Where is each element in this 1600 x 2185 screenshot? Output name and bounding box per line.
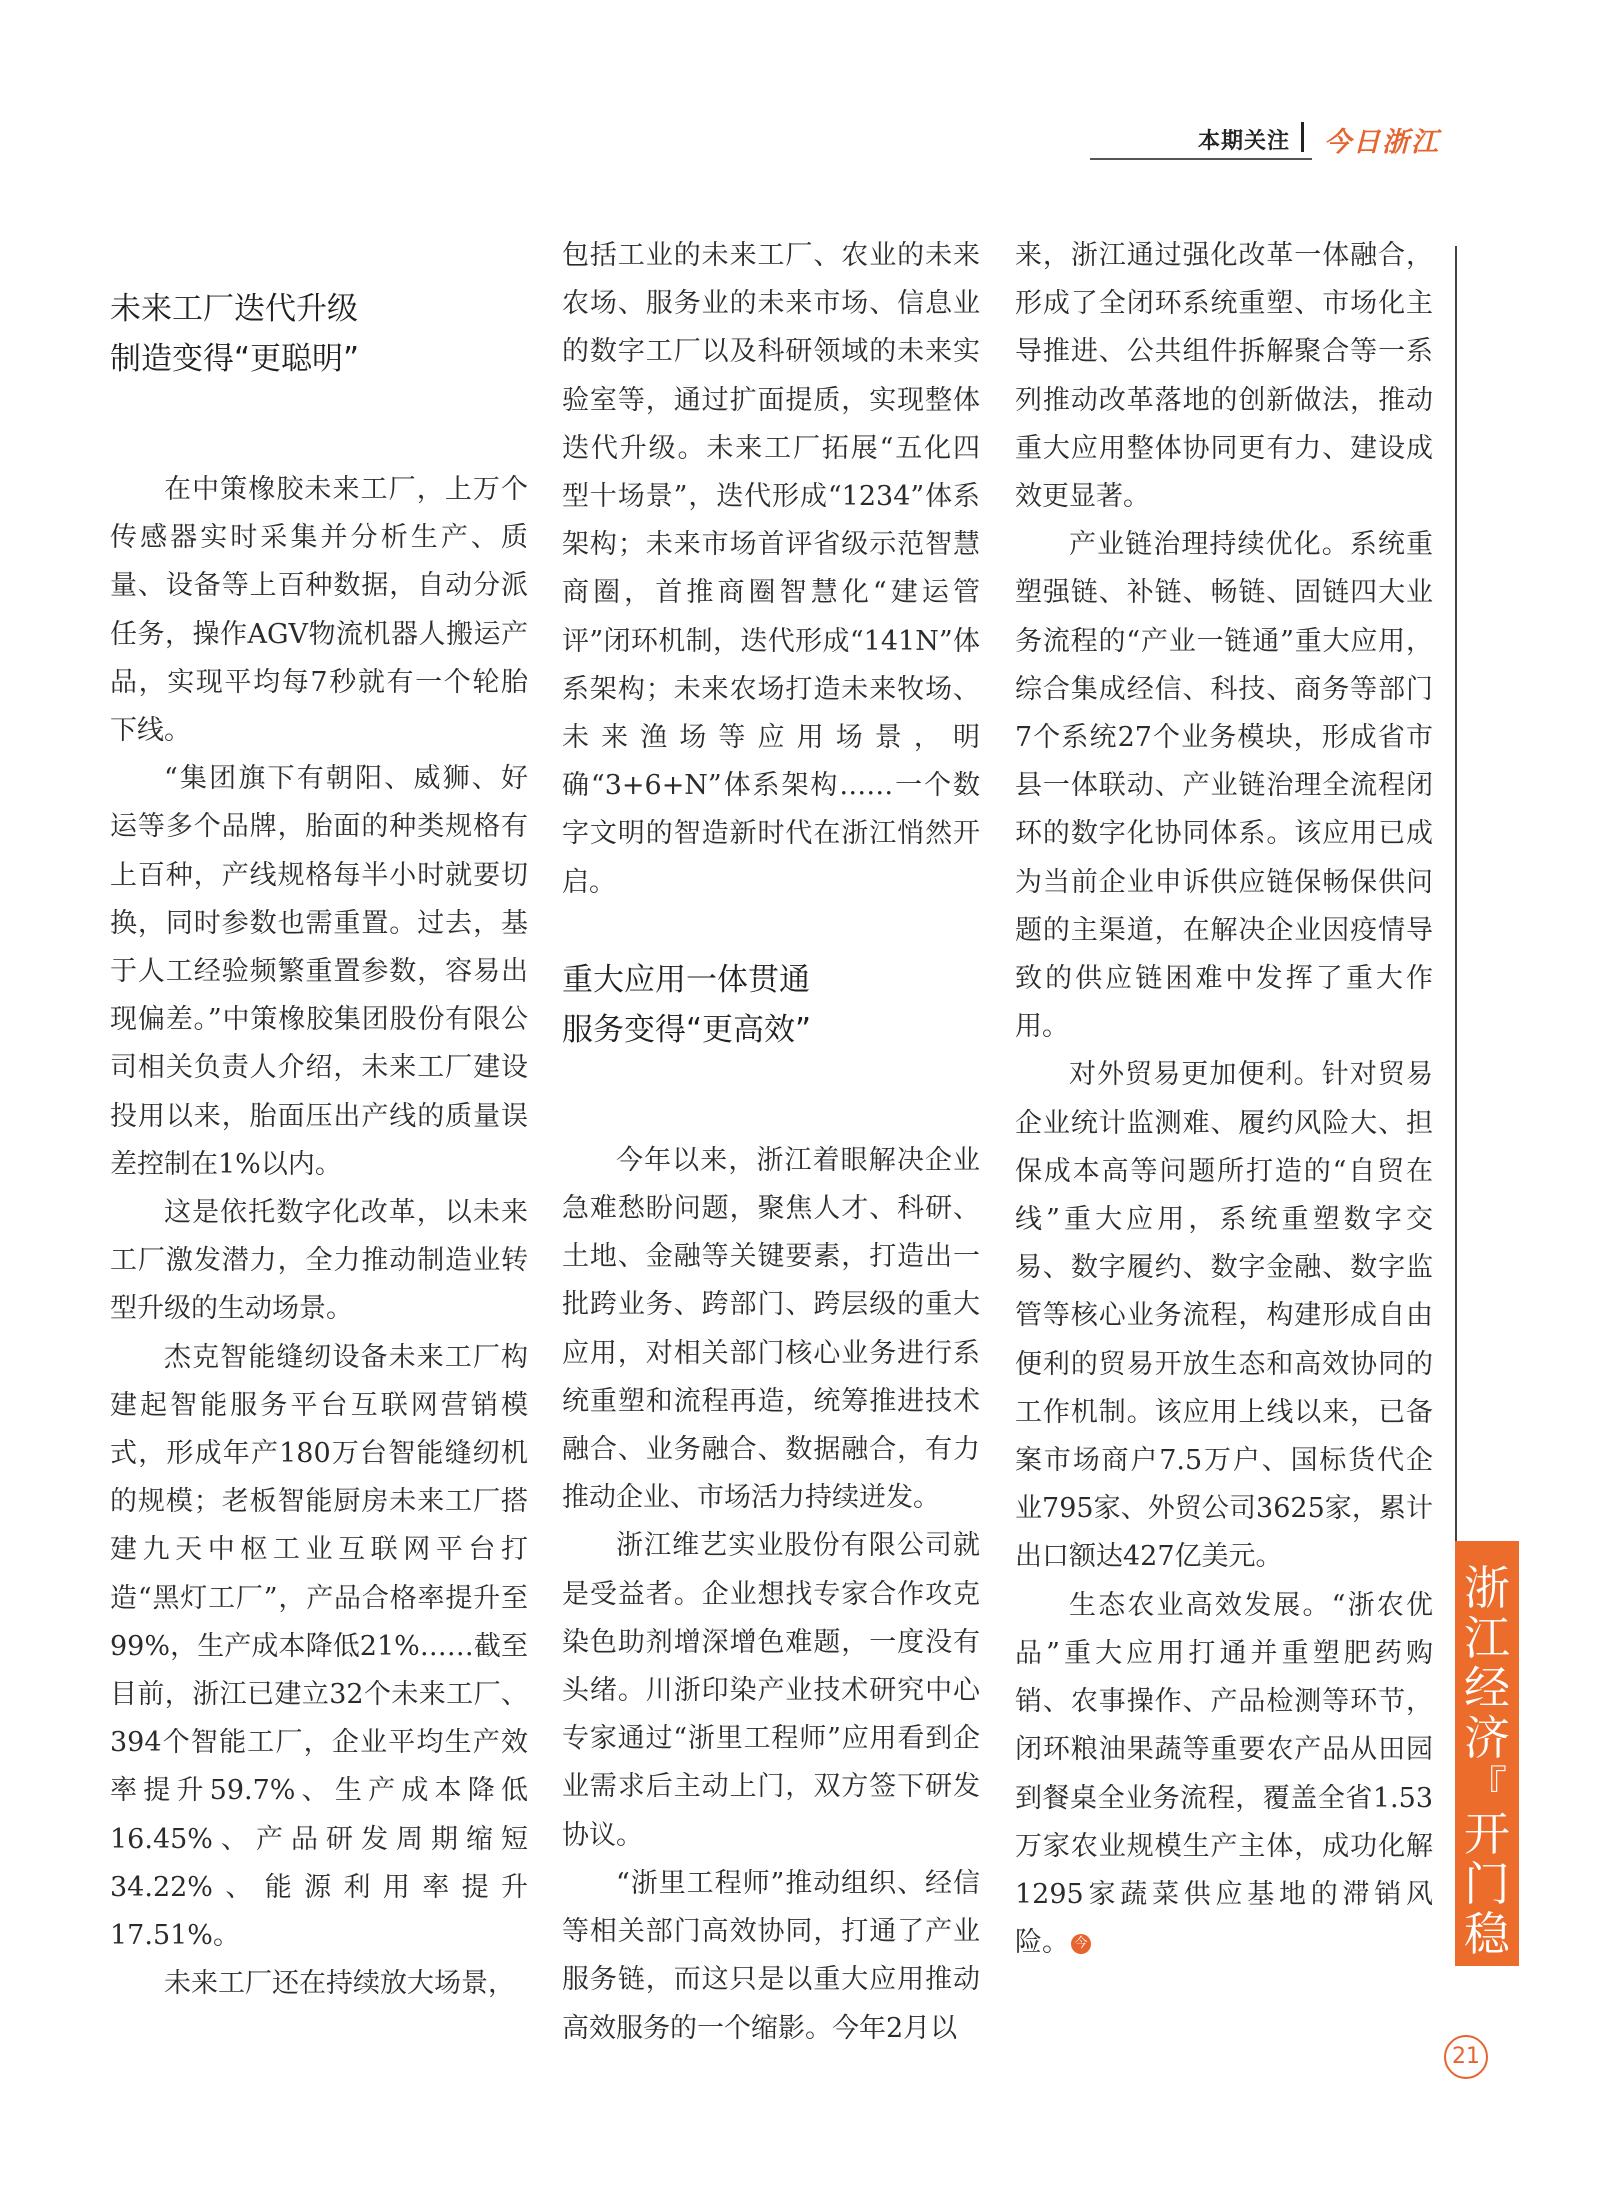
- tab-character: 经: [1464, 1661, 1510, 1715]
- tab-character: 』: [1467, 1959, 1507, 2005]
- paragraph-continued: [1015, 232, 1433, 521]
- heading-line: 制造变得“更聪明”: [110, 341, 360, 377]
- heading-line: 未来工厂迭代升级: [110, 291, 358, 327]
- paragraph-text: “浙里工程师”推动组织、经信等相关部门高效协同，打通了产业服务链，而这只是以重大应用推动高效服务的一个缩影。今年2月以: [562, 1867, 980, 2044]
- paragraph-text: 在中策橡胶未来工厂，上万个传感器实时采集并分析生产、质量、设备等上百种数据，自动分派任务，操作AGV物流机器人搬运产品，实现平均每7秒就有一个轮胎下线。: [110, 474, 528, 747]
- paragraph: [110, 1960, 528, 2008]
- paragraph-text: “集团旗下有朝阳、威狮、好运等多个品牌，胎面的种类规格有上百种，产线规格每半小时就要切换，同时参数也需重置。过去，基于人工经验频繁重置参数，容易出现偏差。”中策橡胶集团股份有限公司相关负责人介绍，未来工厂建设投用以来，胎面压出产线的质量误差控制在1%以内。: [110, 763, 528, 1180]
- header-divider: [1301, 122, 1304, 152]
- section-heading: [110, 284, 528, 384]
- paragraph-text: 未来工厂还在持续放大场景，: [164, 1968, 515, 2000]
- paragraph: [562, 1137, 980, 1523]
- paragraph: [1015, 1051, 1433, 1581]
- page-number: 21: [1444, 2035, 1488, 2079]
- header-rule: [1090, 158, 1312, 160]
- article-column-3: [1015, 232, 1433, 1967]
- article-column-1: [110, 234, 528, 2009]
- tab-character: 门: [1464, 1857, 1510, 1911]
- paragraph-continued: [562, 232, 980, 907]
- page-header: [1090, 120, 1440, 158]
- section-heading: [562, 955, 980, 1055]
- tab-character: 浙: [1464, 1561, 1510, 1615]
- heading-line: 服务变得“更高效”: [562, 1011, 812, 1048]
- paragraph: [562, 1522, 980, 1859]
- paragraph: [562, 1860, 980, 2053]
- side-rule: [1455, 246, 1457, 1541]
- paragraph: [110, 755, 528, 1189]
- heading-line: 重大应用一体贯通: [562, 961, 810, 998]
- section-tab: [1455, 1541, 1519, 2005]
- paragraph-text: 包括工业的未来工厂、农业的未来农场、服务业的未来市场、信息业的数字工厂以及科研领域的未来实验室等，通过扩面提质，实现整体迭代升级。未来工厂拓展“五化四型十场景”，迭代形成“1234”体系架构；未来市场首评省级示范智慧商圈，首推商圈智慧化“建运管评”闭环机制，迭代形成“141N”体系架构；未来农场打造未来牧场、未来渔场等应用场景，明确“3+6+N”体系架构……一个数字文明的智造新时代在浙江悄然开启。: [562, 240, 980, 898]
- article-column-2: [562, 232, 980, 2053]
- tab-character: 济: [1464, 1711, 1510, 1765]
- paragraph-text: 对外贸易更加便利。针对贸易企业统计监测难、履约风险大、担保成本高等问题所打造的“自贸在线”重大应用，系统重塑数字交易、数字履约、数字金融、数字监管等核心业务流程，构建形成自由便利的贸易开放生态和高效协同的工作机制。该应用上线以来，已备案市场商户7.5万户、国标货代企业795家、外贸公司3625家，累计出口额达427亿美元。: [1015, 1059, 1433, 1573]
- paragraph-text: 生态农业高效发展。“浙农优品”重大应用打通并重塑肥药购销、农事操作、产品检测等环节，闭环粮油果蔬等重要农产品从田园到餐桌全业务流程，覆盖全省1.53万家农业规模生产主体，成功化解1295家蔬菜供应基地的滞销风险。: [1015, 1589, 1433, 1959]
- paragraph: [110, 1189, 528, 1334]
- brand-logo: 今日浙江: [1324, 127, 1440, 158]
- paragraph: [1015, 1582, 1433, 1968]
- end-mark-icon: 今: [1071, 1934, 1091, 1954]
- paragraph-text: 今年以来，浙江着眼解决企业急难愁盼问题，聚焦人才、科研、土地、金融等关键要素，打造出一批跨业务、跨部门、跨层级的重大应用，对相关部门核心业务进行系统重塑和流程再造，统筹推进技术融合、业务融合、数据融合，有力推动企业、市场活力持续迸发。: [562, 1144, 980, 1514]
- paragraph-text: 产业链治理持续优化。系统重塑强链、补链、畅链、固链四大业务流程的“产业一链通”重大应用，综合集成经信、科技、商务等部门7个系统27个业务模块，形成省市县一体联动、产业链治理全流程闭环的数字化协同体系。该应用已成为当前企业申诉供应链保畅保供问题的主渠道，在解决企业因疫情导致的供应链困难中发挥了重大作用。: [1015, 529, 1433, 1043]
- paragraph: [110, 1334, 528, 1961]
- paragraph-text: 来，浙江通过强化改革一体融合，形成了全闭环系统重塑、市场化主导推进、公共组件拆解聚合等一系列推动改革落地的创新做法，推动重大应用整体协同更有力、建设成效更显著。: [1015, 240, 1433, 513]
- paragraph-text: 这是依托数字化改革，以未来工厂激发潜力，全力推动制造业转型升级的生动场景。: [110, 1197, 528, 1325]
- paragraph-text: 杰克智能缝纫设备未来工厂构建起智能服务平台互联网营销模式，形成年产180万台智能缝纫机的规模；老板智能厨房未来工厂搭建九天中枢工业互联网平台打造“黑灯工厂”，产品合格率提升至99%，生产成本降低21%……截至目前，浙江已建立32个未来工厂、394个智能工厂，企业平均生产效率提升59.7%、生产成本降低16.45%、产品研发周期缩短34.22%、能源利用率提升17.51%。: [110, 1341, 528, 1952]
- paragraph-text: 浙江维艺实业股份有限公司就是受益者。企业想找专家合作攻克染色助剂增深增色难题，一度没有头绪。川浙印染产业技术研究中心专家通过“浙里工程师”应用看到企业需求后主动上门，双方签下研发协议。: [562, 1530, 980, 1851]
- tab-character: 『: [1467, 1763, 1507, 1809]
- section-label: 本期关注: [1197, 129, 1290, 154]
- paragraph: [1015, 521, 1433, 1051]
- paragraph: [110, 466, 528, 755]
- tab-character: 江: [1464, 1611, 1510, 1665]
- tab-character: 开: [1464, 1807, 1510, 1861]
- tab-character: 稳: [1464, 1907, 1510, 1961]
